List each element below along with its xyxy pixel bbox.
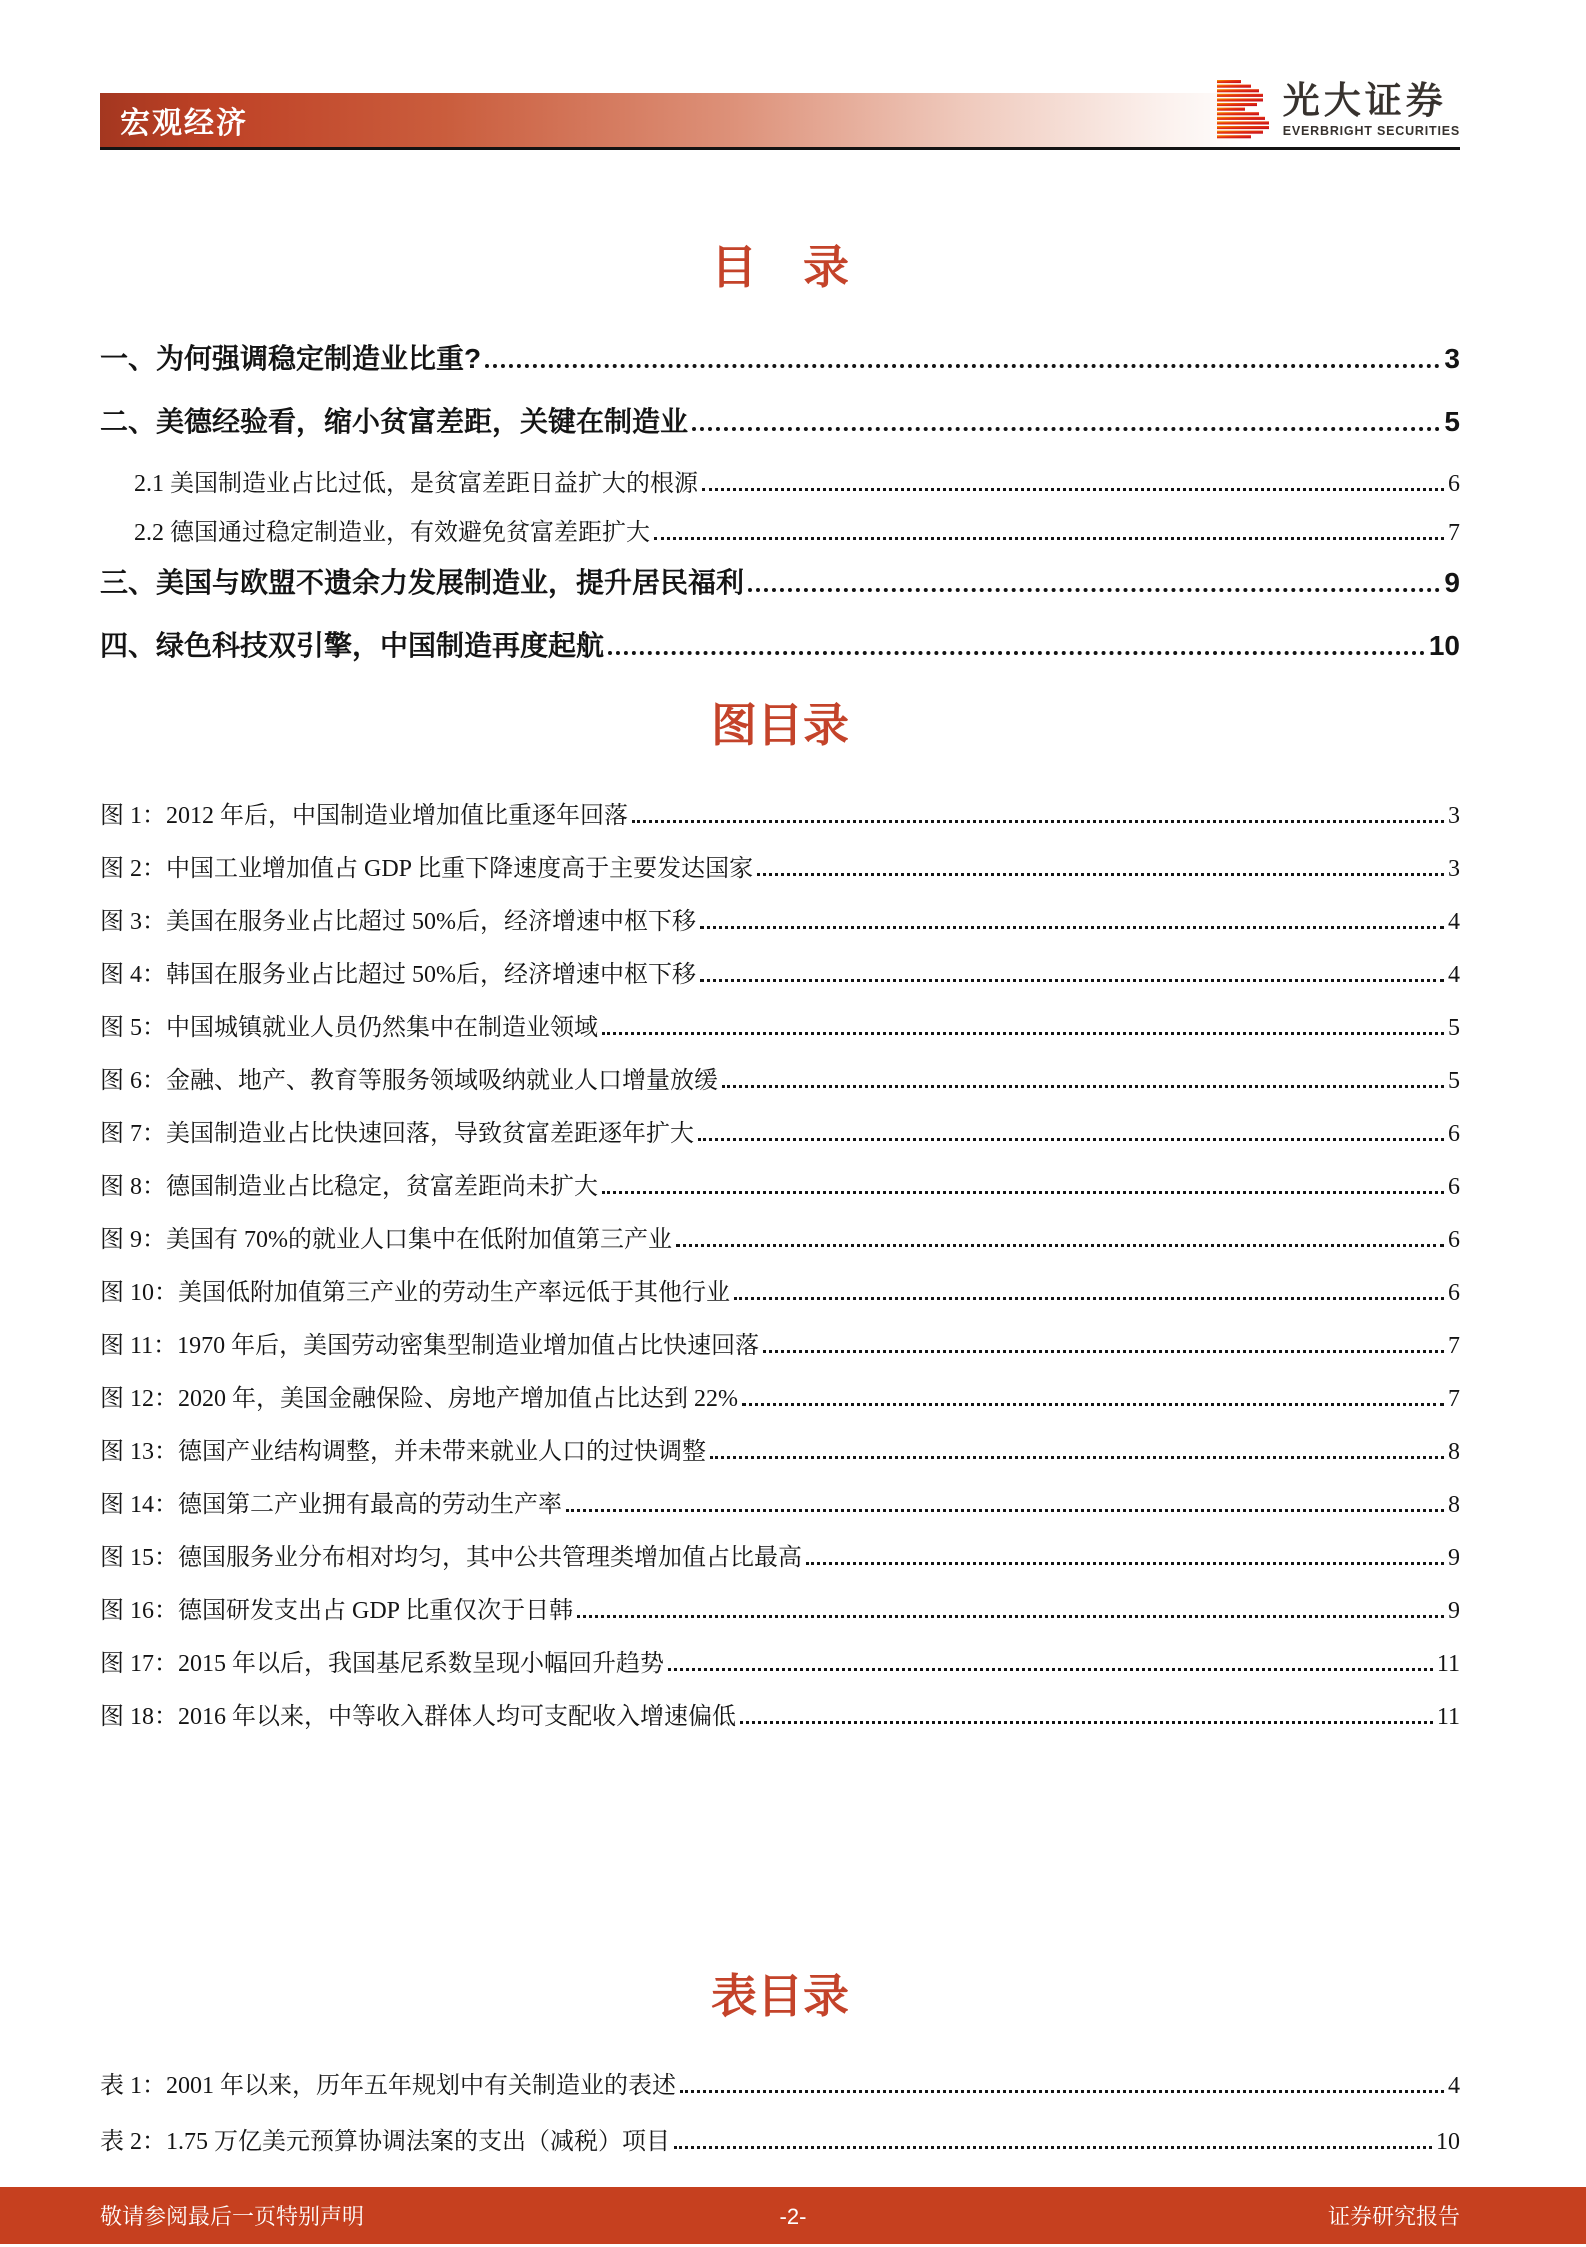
figure-toc-entry[interactable] — [100, 1060, 1460, 1095]
dot-leader — [632, 816, 1444, 823]
figure-toc-entry[interactable] — [100, 1643, 1460, 1678]
table-toc-heading: 表目录 — [711, 1971, 849, 2023]
figure-entry-page: 8 — [1448, 1492, 1460, 1519]
toc-entry[interactable] — [100, 561, 1460, 601]
dot-leader — [710, 1452, 1444, 1459]
figure-entry-label: 图 13：德国产业结构调整，并未带来就业人口的过快调整 — [100, 1439, 706, 1466]
figure-entry-label: 图 11：1970 年后，美国劳动密集型制造业增加值占比快速回落 — [100, 1333, 760, 1360]
toc-entry-label: 二、美德经验看，缩小贫富差距，关键在制造业 — [100, 406, 689, 438]
toc-entry-label: 一、为何强调稳定制造业比重? — [100, 343, 482, 375]
figure-entry-label: 图 4：韩国在服务业占比超过 50%后，经济增速中枢下移 — [100, 962, 696, 989]
figure-entry-label: 图 14：德国第二产业拥有最高的劳动生产率 — [100, 1492, 562, 1519]
figure-entry-page: 4 — [1448, 962, 1460, 989]
dot-leader — [757, 869, 1444, 876]
table-entry-label: 表 2：1.75 万亿美元预算协调法案的支出（减税）项目 — [100, 2128, 670, 2155]
toc-heading: 目 录 — [711, 242, 849, 293]
toc-entry-label: 四、绿色科技双引擎，中国制造再度起航 — [100, 630, 605, 662]
figure-toc-entry[interactable] — [100, 1113, 1460, 1148]
figure-entry-page: 5 — [1448, 1068, 1460, 1095]
figure-entry-page: 7 — [1448, 1386, 1460, 1413]
figure-entry-label: 图 9：美国有 70%的就业人口集中在低附加值第三产业 — [100, 1227, 672, 1254]
toc-entry[interactable] — [100, 400, 1460, 440]
figure-entry-label: 图 16：德国研发支出占 GDP 比重仅次于日韩 — [100, 1598, 574, 1625]
figure-entry-label: 图 10：美国低附加值第三产业的劳动生产率远低于其他行业 — [100, 1280, 730, 1307]
dot-leader — [577, 1611, 1444, 1618]
table-toc-entry[interactable] — [100, 2121, 1460, 2156]
figure-entry-label: 图 15：德国服务业分布相对均匀，其中公共管理类增加值占比最高 — [100, 1545, 802, 1572]
figure-entry-page: 6 — [1448, 1121, 1460, 1148]
figure-toc-entry[interactable] — [100, 1431, 1460, 1466]
figure-entry-page: 7 — [1448, 1333, 1460, 1360]
toc-entry[interactable] — [100, 337, 1460, 377]
figure-toc-entry[interactable] — [100, 1696, 1460, 1731]
figure-entry-label: 图 7：美国制造业占比快速回落，导致贫富差距逐年扩大 — [100, 1121, 694, 1148]
category-banner — [100, 93, 1250, 147]
dot-leader — [608, 647, 1425, 655]
dot-leader — [700, 922, 1444, 929]
figure-entry-page: 6 — [1448, 1174, 1460, 1201]
toc-entry-label: 2.1 美国制造业占比过低，是贫富差距日益扩大的根源 — [134, 471, 698, 498]
figure-entry-page: 9 — [1448, 1545, 1460, 1572]
figure-entry-label: 图 1：2012 年后，中国制造业增加值比重逐年回落 — [100, 803, 628, 830]
footer-report-type: 证券研究报告 — [1327, 2204, 1460, 2229]
figure-entry-page: 11 — [1436, 1651, 1460, 1678]
figure-entry-label: 图 12：2020 年，美国金融保险、房地产增加值占比达到 22% — [100, 1386, 738, 1413]
figure-toc-entry[interactable] — [100, 954, 1460, 989]
figure-entry-label: 图 6：金融、地产、教育等服务领域吸纳就业人口增量放缓 — [100, 1068, 718, 1095]
figure-toc-entry[interactable] — [100, 1484, 1460, 1519]
dot-leader — [654, 533, 1444, 540]
dot-leader — [674, 2142, 1432, 2149]
figure-entry-page: 3 — [1448, 856, 1460, 883]
brand-text — [1283, 80, 1460, 138]
figure-toc-entry[interactable] — [100, 901, 1460, 936]
table-toc-entry[interactable] — [100, 2065, 1460, 2100]
dot-leader — [485, 360, 1440, 368]
dot-leader — [668, 1664, 1433, 1671]
brand-name-cn: 光大证券 — [1282, 80, 1447, 121]
figure-toc-entry[interactable] — [100, 1378, 1460, 1413]
figure-toc-entry[interactable] — [100, 1166, 1460, 1201]
dot-leader — [763, 1346, 1444, 1353]
toc-page-content — [100, 240, 1460, 2177]
category-label: 宏观经济 — [120, 107, 248, 140]
figure-toc-entry[interactable] — [100, 795, 1460, 830]
table-entry-label: 表 1：2001 年以来，历年五年规划中有关制造业的表述 — [100, 2072, 676, 2099]
figure-entry-page: 3 — [1448, 803, 1460, 830]
table-toc-list — [100, 2065, 1460, 2156]
dot-leader — [692, 423, 1440, 431]
figure-toc-entry[interactable] — [100, 1272, 1460, 1307]
dot-leader — [566, 1505, 1444, 1512]
figure-entry-label: 图 3：美国在服务业占比超过 50%后，经济增速中枢下移 — [100, 909, 696, 936]
toc-entry-page: 7 — [1448, 520, 1460, 547]
toc-entry-page: 6 — [1448, 471, 1460, 498]
dot-leader — [700, 975, 1444, 982]
figure-entry-page: 5 — [1448, 1015, 1460, 1042]
toc-entry-page: 10 — [1428, 630, 1460, 662]
figure-entry-label: 图 5：中国城镇就业人员仍然集中在制造业领域 — [100, 1015, 598, 1042]
dot-leader — [806, 1558, 1444, 1565]
figure-entry-label: 图 8：德国制造业占比稳定，贫富差距尚未扩大 — [100, 1174, 598, 1201]
figure-entry-page: 8 — [1448, 1439, 1460, 1466]
footer-disclaimer: 敬请参阅最后一页特别声明 — [100, 2204, 365, 2229]
dot-leader — [722, 1081, 1444, 1088]
dot-leader — [680, 2086, 1444, 2093]
figure-entry-page: 6 — [1448, 1280, 1460, 1307]
figure-toc-entry[interactable] — [100, 1325, 1460, 1360]
figure-toc-entry[interactable] — [100, 1590, 1460, 1625]
figure-entry-label: 图 18：2016 年以来，中等收入群体人均可支配收入增速偏低 — [100, 1704, 736, 1731]
figure-toc-list — [100, 795, 1460, 1731]
everbright-logo-icon — [1217, 80, 1271, 140]
dot-leader — [602, 1028, 1444, 1035]
toc-entry-page: 5 — [1444, 406, 1460, 438]
toc-entry-label: 2.2 德国通过稳定制造业，有效避免贫富差距扩大 — [134, 520, 650, 547]
table-entry-page: 4 — [1448, 2072, 1460, 2099]
toc-list — [100, 337, 1460, 664]
figure-toc-entry[interactable] — [100, 1537, 1460, 1572]
dot-leader — [742, 1399, 1444, 1406]
dot-leader — [748, 584, 1440, 592]
dot-leader — [698, 1134, 1444, 1141]
toc-subentry[interactable] — [100, 512, 1460, 547]
figure-entry-label: 图 17：2015 年以后，我国基尼系数呈现小幅回升趋势 — [100, 1651, 664, 1678]
brand-name-en: EVERBRIGHT SECURITIES — [1282, 123, 1460, 138]
page-footer — [0, 2187, 1586, 2244]
footer-page-number: -2- — [779, 2204, 807, 2229]
toc-entry[interactable] — [100, 624, 1460, 664]
figure-toc-entry[interactable] — [100, 848, 1460, 883]
figure-toc-entry[interactable] — [100, 1219, 1460, 1254]
figure-entry-page: 6 — [1448, 1227, 1460, 1254]
toc-entry-label: 三、美国与欧盟不遗余力发展制造业，提升居民福利 — [100, 567, 745, 599]
figure-toc-heading: 图目录 — [711, 700, 849, 752]
dot-leader — [740, 1717, 1433, 1724]
table-entry-page: 10 — [1436, 2128, 1460, 2155]
figure-entry-page: 9 — [1448, 1598, 1460, 1625]
dot-leader — [676, 1240, 1444, 1247]
header-divider — [100, 147, 1460, 150]
toc-entry-page: 3 — [1444, 343, 1460, 375]
dot-leader — [602, 1187, 1444, 1194]
figure-entry-page: 4 — [1448, 909, 1460, 936]
figure-toc-entry[interactable] — [100, 1007, 1460, 1042]
dot-leader — [734, 1293, 1444, 1300]
dot-leader — [702, 484, 1444, 491]
brand-logo — [1217, 80, 1460, 140]
toc-subentry[interactable] — [100, 463, 1460, 498]
figure-entry-label: 图 2：中国工业增加值占 GDP 比重下降速度高于主要发达国家 — [100, 856, 754, 883]
figure-entry-page: 11 — [1436, 1704, 1460, 1731]
toc-entry-page: 9 — [1444, 567, 1460, 599]
